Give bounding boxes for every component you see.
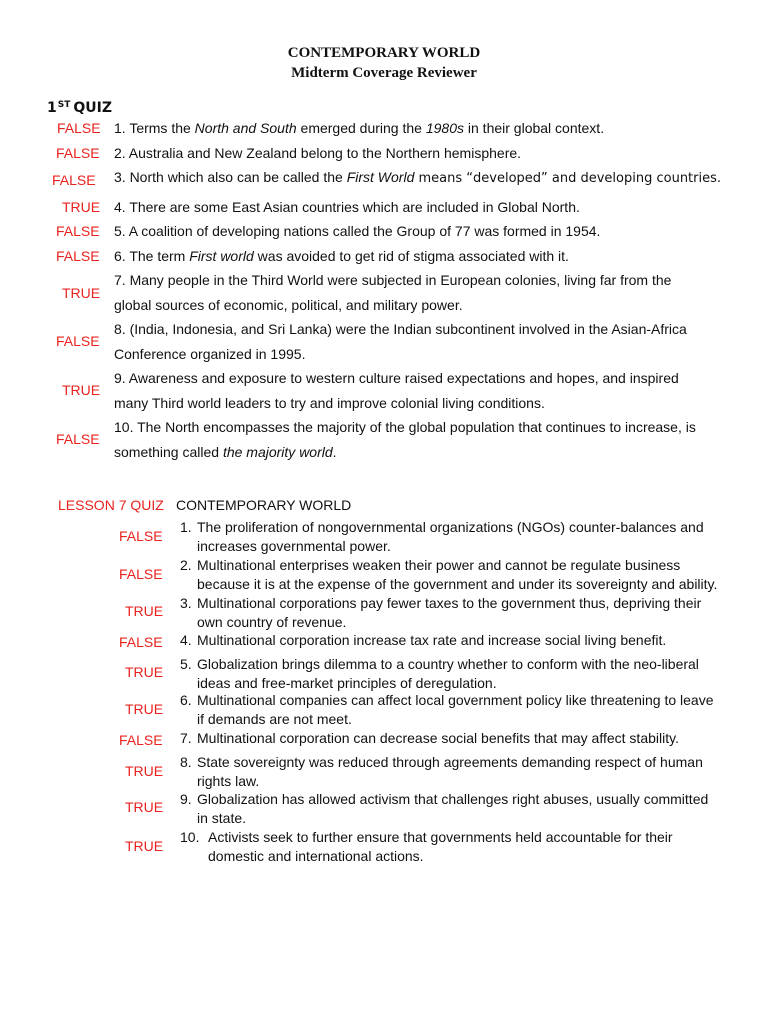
document-subtitle: Midterm Coverage Reviewer <box>291 65 477 81</box>
quiz1-answer-3: FALSE <box>52 172 96 188</box>
quiz1-question-2: 2. Australia and New Zealand belong to the Northern hemisphere. <box>114 145 522 161</box>
lesson7-answer-6: TRUE <box>125 701 164 717</box>
q8-line: Conference organized in 1995. <box>114 345 306 362</box>
lesson7-title: LESSON 7 QUIZ <box>58 497 164 513</box>
quiz1-question-3 <box>114 165 721 192</box>
quiz1-question-4: 4. There are some East Asian countries which are included in Global North. <box>114 199 580 215</box>
lesson7-question-line: Multinational corporations pay fewer taxes to the government thus, depriving their <box>197 595 702 611</box>
q1-part: in their global context. <box>464 120 605 136</box>
quiz1-heading-superscript: ST <box>57 100 71 110</box>
lesson7-question-line: in state. <box>197 809 247 826</box>
quiz1-answer-4: TRUE <box>62 199 101 215</box>
q9-line: 9. Awareness and exposure to western culture raised expectations and hopes, and inspired <box>114 370 679 386</box>
lesson7-question-line: Multinational enterprises weaken their power and cannot be regulate business <box>197 557 681 573</box>
lesson7-question-4 <box>180 631 740 650</box>
lesson7-question-line: rights law. <box>197 772 260 789</box>
lesson7-question-number: 5. <box>180 656 192 672</box>
lesson7-question-line: State sovereignty was reduced through agreements demanding respect of human <box>197 754 703 770</box>
lesson7-answer-4: FALSE <box>119 634 163 650</box>
lesson7-question-line: Activists seek to further ensure that governments held accountable for their <box>208 829 673 845</box>
q10-italic-majority-world: the majority world <box>222 443 333 460</box>
lesson7-answer-7: FALSE <box>119 732 163 748</box>
quiz1-heading <box>47 100 112 116</box>
lesson7-question-line: Globalization has allowed activism that challenges right abuses, usually committed <box>197 791 709 807</box>
quiz1-question-5: 5. A coalition of developing nations called the Group of 77 was formed in 1954. <box>114 223 601 239</box>
quiz1-question-8 <box>114 317 687 366</box>
q7-line: global sources of economic, political, and military power. <box>114 296 463 313</box>
quiz1-question-10 <box>114 415 696 464</box>
lesson7-subtitle: CONTEMPORARY WORLD <box>176 497 352 513</box>
q9-line: many Third world leaders to try and improve colonial living conditions. <box>114 394 545 411</box>
quiz1-question-9 <box>114 366 679 415</box>
q6-italic-first-world: First world <box>189 248 254 264</box>
lesson7-answer-1: FALSE <box>119 528 163 544</box>
q6-part: was avoided to get rid of stigma associated with it. <box>253 248 569 264</box>
quiz1-answer-8: FALSE <box>56 333 100 349</box>
lesson7-question-line: if demands are not meet. <box>197 710 352 727</box>
lesson7-question-6 <box>180 691 740 728</box>
q1-part: emerged during the <box>296 120 426 136</box>
q10-part: . <box>332 443 337 460</box>
lesson7-question-number: 8. <box>180 754 192 770</box>
quiz1-question-1 <box>114 116 604 141</box>
document-title: CONTEMPORARY WORLD <box>287 45 481 61</box>
lesson7-question-line: domestic and international actions. <box>208 847 424 864</box>
quiz1-question-7 <box>114 268 671 317</box>
quiz1-answer-6: FALSE <box>56 248 100 264</box>
quiz1-answer-2: FALSE <box>56 145 100 161</box>
lesson7-answer-9: TRUE <box>125 799 164 815</box>
lesson7-question-line: Multinational corporation can decrease social benefits that may affect stability. <box>197 730 679 746</box>
quiz1-answer-5: FALSE <box>56 223 100 239</box>
q1-italic-north-south: North and South <box>194 120 297 136</box>
lesson7-question-number: 9. <box>180 791 192 807</box>
q7-line: 7. Many people in the Third World were subjected in European colonies, living far from the <box>114 272 672 288</box>
lesson7-question-line: because it is at the expense of the government and under its sovereignty and ability. <box>197 575 718 592</box>
lesson7-question-number: 2. <box>180 557 192 573</box>
lesson7-question-number: 6. <box>180 692 192 708</box>
q3-italic-first-world: First World <box>346 169 415 185</box>
lesson7-question-line: increases governmental power. <box>197 537 391 554</box>
quiz1-answer-10: FALSE <box>56 431 100 447</box>
quiz1-question-6 <box>114 244 569 269</box>
q6-part: 6. The term <box>114 248 190 264</box>
lesson7-answer-3: TRUE <box>125 603 164 619</box>
lesson7-answer-10: TRUE <box>125 838 164 854</box>
lesson7-question-number: 10. <box>180 829 200 845</box>
lesson7-question-number: 4. <box>180 632 192 648</box>
quiz1-answer-1: FALSE <box>57 120 101 136</box>
quiz1-answer-7: TRUE <box>62 285 101 301</box>
lesson7-question-line: ideas and free-market principles of deregulation. <box>197 674 497 691</box>
q10-part: something called <box>114 443 223 460</box>
quiz1-heading-word: QUIZ <box>73 100 113 116</box>
lesson7-question-line: Globalization brings dilemma to a country whether to conform with the neo-liberal <box>197 656 699 672</box>
q3-part: means “developed” and developing countries. <box>414 171 722 186</box>
quiz1-answer-9: TRUE <box>62 382 101 398</box>
lesson7-question-line: Multinational corporation increase tax rate and increase social living benefit. <box>197 632 667 648</box>
lesson7-answer-8: TRUE <box>125 763 164 779</box>
lesson7-question-number: 7. <box>180 730 192 746</box>
lesson7-question-1 <box>180 518 740 555</box>
lesson7-question-8 <box>180 753 740 790</box>
lesson7-question-10 <box>180 828 740 865</box>
quiz1-heading-number: 1 <box>47 100 57 116</box>
q1-part: 1. Terms the <box>114 120 195 136</box>
lesson7-question-5 <box>180 655 740 692</box>
q1-italic-1980s: 1980s <box>425 120 464 136</box>
q3-part: 3. North which also can be called the <box>114 169 347 185</box>
lesson7-question-number: 3. <box>180 595 192 611</box>
lesson7-question-number: 1. <box>180 519 192 535</box>
lesson7-question-line: The proliferation of nongovernmental organizations (NGOs) counter-balances and <box>197 519 704 535</box>
lesson7-question-2 <box>180 556 740 593</box>
lesson7-question-3 <box>180 594 740 631</box>
lesson7-question-9 <box>180 790 740 827</box>
lesson7-answer-2: FALSE <box>119 566 163 582</box>
q10-line <box>114 440 696 465</box>
lesson7-question-7 <box>180 729 740 748</box>
q10-line: 10. The North encompasses the majority of the global population that continues to increase, is <box>114 419 696 435</box>
lesson7-answer-5: TRUE <box>125 664 164 680</box>
q8-line: 8. (India, Indonesia, and Sri Lanka) were the Indian subcontinent involved in the Asian-Africa <box>114 321 687 337</box>
lesson7-question-line: Multinational companies can affect local government policy like threatening to leave <box>197 692 714 708</box>
lesson7-question-line: own country of revenue. <box>197 613 347 630</box>
